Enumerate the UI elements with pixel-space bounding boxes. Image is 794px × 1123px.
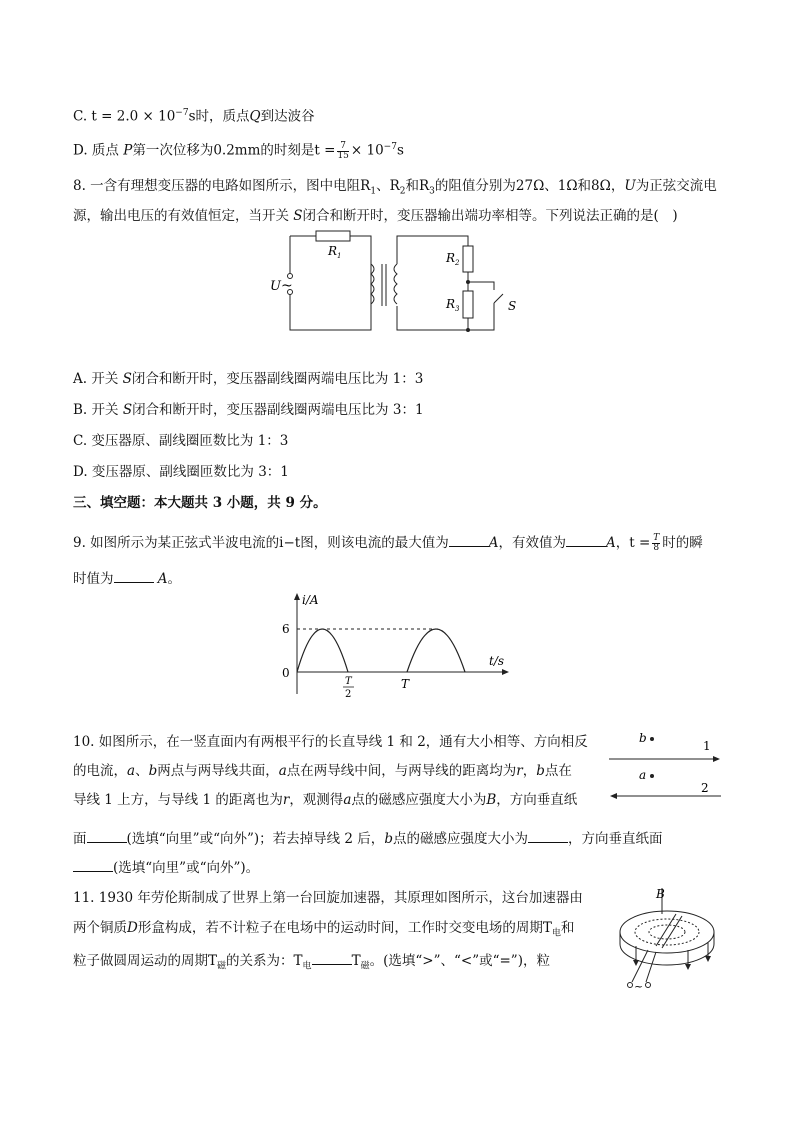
q9-line1: 9. 如图所示为某正弦式半波电流的i−t图，则该电流的最大值为 A，有效值为 A，t = $\frac{T}{8}$ 时的瞬 — [73, 533, 703, 553]
half-wave-1 — [297, 629, 348, 672]
q8-option-d: D. 变压器原、副线圈匝数比为 3：1 — [73, 464, 289, 480]
half-wave-2 — [407, 629, 465, 672]
point-a — [650, 774, 654, 778]
y-axis-label: i/A — [302, 593, 319, 607]
tick-t-half-den: 2 — [345, 689, 352, 700]
q8-stem-line1: 8. 一含有理想变压器的电路如图所示，图中电阻$R_1$、$R_2$和$R_3$的阻值分别为27Ω、1Ω和8Ω，U为正弦交流电 — [73, 178, 717, 197]
r2-label: $R_2$ — [446, 251, 460, 267]
q10-line2: 的电流，a、b两点与两导线共面，a点在两导线中间，与两导线的距离均为r，b点在 — [73, 763, 572, 779]
q9-current-graph — [280, 590, 520, 702]
u-label: U — [270, 279, 281, 294]
q10-blank-dir-a[interactable] — [87, 828, 127, 843]
particle-path-inner — [649, 925, 685, 939]
tick-6: 6 — [282, 622, 290, 636]
q8-option-a: A. 开关 S闭合和断开时，变压器副线圈两端电压比为 1：3 — [73, 371, 424, 387]
tick-t-half-num: T — [345, 676, 352, 687]
q10-blank-mag-b[interactable] — [528, 828, 568, 843]
q9-blank-instant[interactable] — [114, 568, 154, 583]
dee-top — [620, 911, 714, 953]
x-axis-label: t/s — [489, 654, 505, 668]
q11-line2: 两个铜质D形盒构成，若不计粒子在电场中的运动时间，工作时交变电场的周期$T_电$和 — [73, 920, 575, 939]
point-a-label: a — [639, 768, 647, 782]
q10-line4: 面 (选填“向里”或“向外”)；若去掉导线 2 后，b点的磁感应强度大小为 ，方向垂直纸面 — [73, 828, 662, 848]
ac-tilde: ~ — [281, 278, 293, 294]
q11-cyclotron-diagram — [612, 884, 722, 992]
tick-0: 0 — [282, 666, 290, 680]
q9-line2: 时值为 A。 — [73, 568, 181, 588]
wire-2-label: 2 — [701, 781, 709, 795]
q7-option-c: C. $t = 2.0 \times 10^{-7}s$时，质点Q到达波谷 — [73, 108, 315, 125]
q9-blank-rms[interactable] — [566, 532, 606, 547]
switch-label: S — [508, 299, 517, 313]
q9-blank-max[interactable] — [449, 532, 489, 547]
q11-line1: 11. 1930 年劳伦斯制成了世界上第一台回旋加速器，其原理如图所示，这台加速器由 — [73, 890, 583, 906]
q10-line1: 10. 如图所示，在一竖直面内有两根平行的长直导线 1 和 2，通有大小相等、方向相反 — [73, 734, 588, 750]
r1-label: $R_1$ — [328, 244, 342, 260]
fraction-7-15: $\frac{7}{15}$ — [337, 140, 349, 161]
q10-line5: (选填“向里”或“向外”)。 — [73, 857, 259, 877]
q11-line3: 粒子做圆周运动的周期$T_磁$的关系为：$T_电$ $T_磁$。(选填“>”、“<”或“=”)，粒 — [73, 950, 550, 976]
q10-line3: 导线 1 上方，与导线 1 的距离也为r，观测得a点的磁感应强度大小为B，方向垂直纸 — [73, 792, 578, 808]
wire-1-label: 1 — [703, 739, 711, 753]
point-b — [650, 737, 654, 741]
q8-option-b: B. 开关 S闭合和断开时，变压器副线圈两端电压比为 3：1 — [73, 402, 424, 418]
ac-source-tilde: ~ — [634, 980, 644, 993]
fraction-t-8: $\frac{T}{8}$ — [653, 533, 660, 553]
point-b-label: b — [639, 731, 647, 745]
q8-stem-line2: 源，输出电压的有效值恒定，当开关 S闭合和断开时，变压器输出端功率相等。下列说法正确的是( ) — [73, 208, 678, 224]
q11-blank-compare[interactable] — [312, 950, 352, 965]
q10-blank-dir-b[interactable] — [73, 857, 113, 872]
r3-label: $R_3$ — [446, 297, 460, 313]
q10-wires-diagram — [605, 728, 725, 802]
q8-option-c: C. 变压器原、副线圈匝数比为 1：3 — [73, 433, 289, 449]
q7-option-d: D. 质点 P第一次位移为0.2mm的时刻是t = $\frac{7}{15}$ × $10^{-7}s$ — [73, 140, 404, 161]
q8-circuit-diagram — [268, 228, 528, 338]
section-three-heading: 三、填空题：本大题共 3 小题，共 9 分。 — [73, 495, 327, 511]
particle-path-outer — [635, 919, 699, 945]
tick-t: T — [401, 677, 410, 691]
b-field-label: B — [656, 887, 665, 901]
